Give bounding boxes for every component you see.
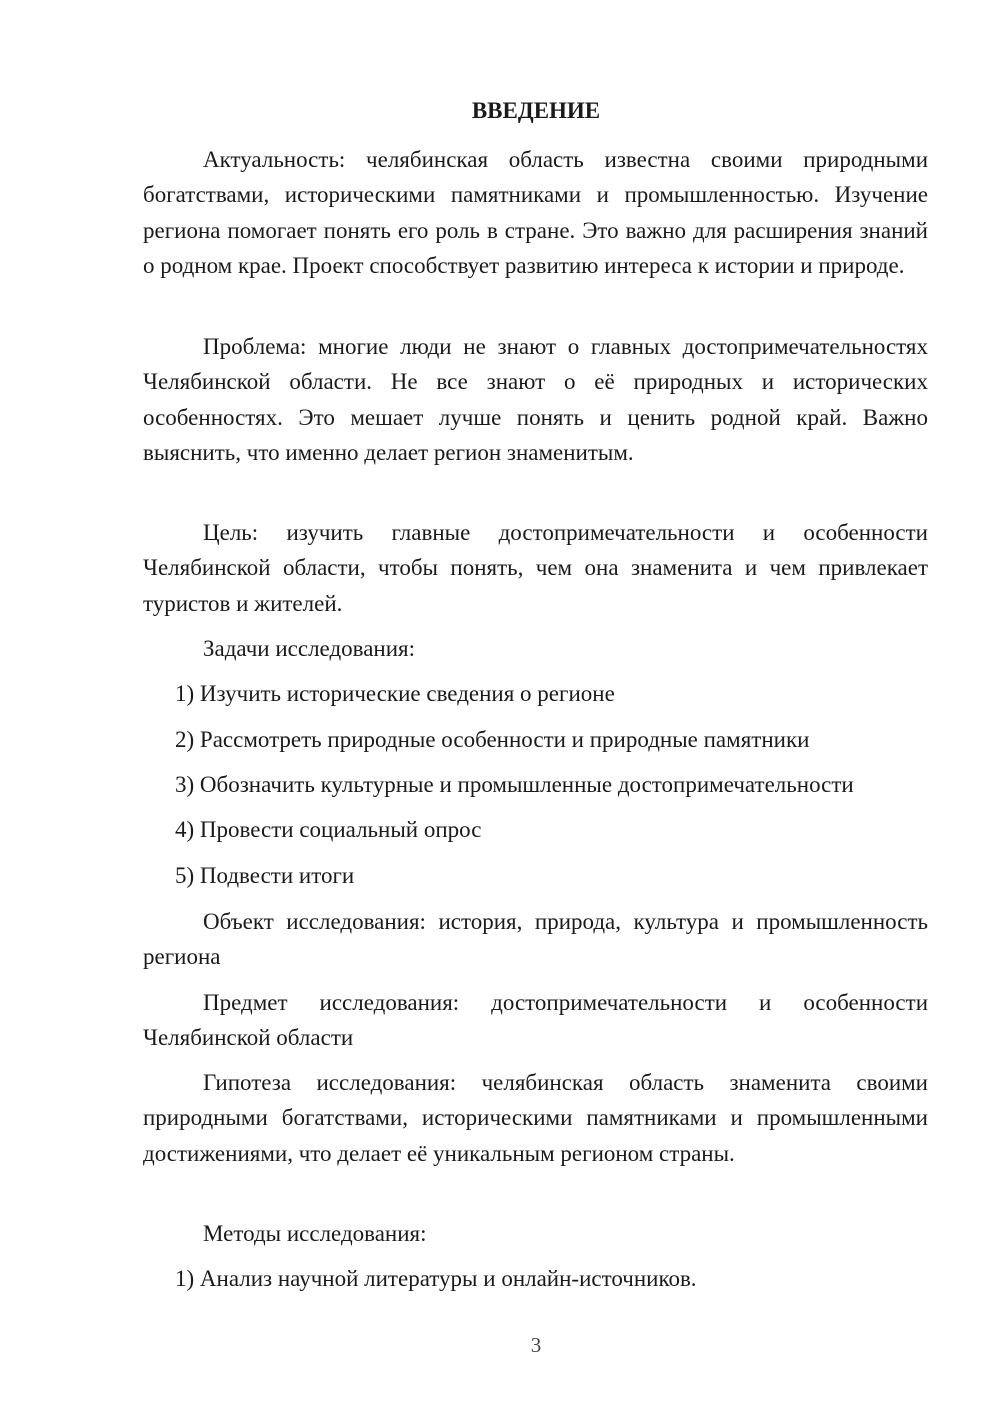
page-number: 3: [530, 1333, 542, 1357]
paragraph-goal: Цель: изучить главные достопримечательности и особенности Челябинской области, чтобы понять, чем она знаменита и чем привлекает туристов и жителей.: [143, 520, 928, 616]
section-title: ВВЕДЕНИЕ: [471, 98, 601, 123]
list-item: 4) Провести социальный опрос: [175, 817, 482, 842]
paragraph-hypothesis: Гипотеза исследования: челябинская область знаменита своими природными богатствами, историческими памятниками и промышленными достижениями, что делает её уникальным регионом страны.: [143, 1070, 928, 1166]
paragraph-object: Объект исследования: история, природа, культура и промышленность региона: [143, 909, 928, 970]
tasks-heading: Задачи исследования:: [203, 636, 416, 661]
list-item: 2) Рассмотреть природные особенности и природные памятники: [175, 727, 810, 752]
list-item: 1) Анализ научной литературы и онлайн-источников.: [175, 1266, 697, 1291]
paragraph-subject: Предмет исследования: достопримечательности и особенности Челябинской области: [143, 990, 928, 1051]
methods-heading: Методы исследования:: [203, 1221, 427, 1246]
list-item: 3) Обозначить культурные и промышленные достопримечательности: [175, 772, 854, 797]
list-item: 1) Изучить исторические сведения о регионе: [175, 681, 615, 706]
list-item: 5) Подвести итоги: [175, 863, 355, 888]
paragraph-problem: Проблема: многие люди не знают о главных достопримечательностях Челябинской области. Не все знают о её природных и исторических особенностях. Это мешает лучше понять и ценить родной край. Важно выяснить, что именно делает регион знаменитым.: [143, 334, 928, 465]
paragraph-relevance: Актуальность: челябинская область известна своими природными богатствами, историческими памятниками и промышленностью. Изучение региона помогает понять его роль в стране. Это важно для расширения знаний о родном крае. Проект способствует развитию интереса к истории и природе.: [143, 147, 928, 278]
